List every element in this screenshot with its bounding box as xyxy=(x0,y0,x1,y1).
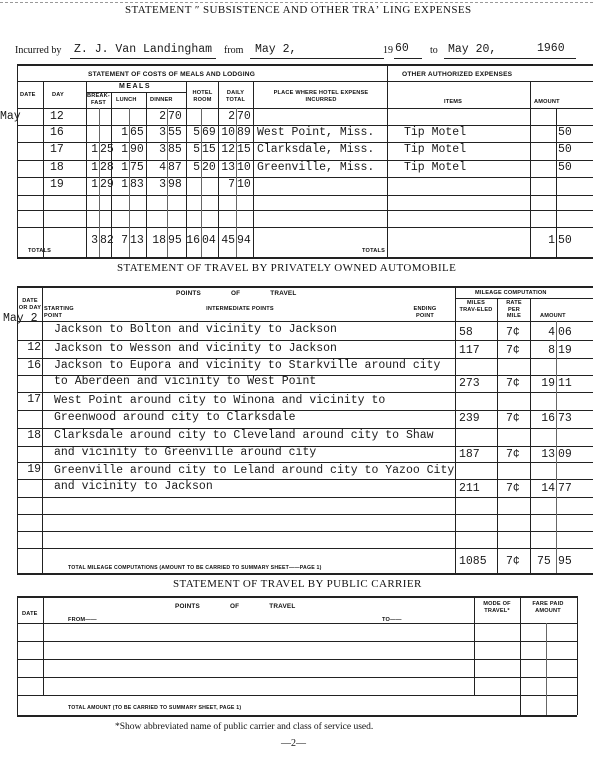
meal-item-amount: 50 xyxy=(558,126,572,139)
auto-col-rate: RATE PER MILE xyxy=(506,300,522,319)
meal-place: Clarksdale, Miss. xyxy=(257,143,375,156)
totals-label-right: TOTALS xyxy=(362,248,386,254)
meal-di-dollars: 3 xyxy=(159,126,166,139)
auto-miles: 239 xyxy=(459,412,480,425)
meal-bf-dollars: 1 xyxy=(91,143,98,156)
meal-tot-dollars: 2 xyxy=(228,110,235,123)
from-label: from xyxy=(224,45,244,56)
from-value: May 2, xyxy=(255,43,297,56)
meal-ho-cents: 15 xyxy=(202,143,216,156)
meal-day: 17 xyxy=(50,143,64,156)
auto-points-label: POINTS OF TRAVEL xyxy=(176,290,297,297)
auto-col-date: DATE OR DAY xyxy=(18,298,42,311)
auto-date: 12 xyxy=(27,341,41,354)
page-number: —2— xyxy=(281,738,306,749)
footnote: *Show abbreviated name of public carrier and class of service used. xyxy=(115,722,374,732)
meal-item-amount: 50 xyxy=(558,161,572,174)
month-label: May xyxy=(0,110,21,123)
totals-label-left: TOTALS xyxy=(28,248,52,254)
meal-ho-dollars: 5 xyxy=(193,126,200,139)
auto-route-line1: West Point around city to Winona and vicinity to xyxy=(54,394,386,407)
meal-tot-cents: 89 xyxy=(237,126,251,139)
meal-place: West Point, Miss. xyxy=(257,126,375,139)
total-ho-dollars: 16 xyxy=(186,234,200,247)
meal-di-cents: 85 xyxy=(168,143,182,156)
col-place: PLACE WHERE HOTEL EXPENSE INCURRED xyxy=(273,90,369,103)
auto-route-line2: and vicinity to Greenville around city xyxy=(54,446,317,459)
auto-rate: 7¢ xyxy=(506,344,520,357)
auto-rate: 7¢ xyxy=(506,377,520,390)
meal-item: Tip Motel xyxy=(404,161,467,174)
auto-date: 19 xyxy=(27,463,41,476)
auto-route-line2: and vicinity to Jackson xyxy=(54,480,213,493)
total-amount-cents: 95 xyxy=(558,555,572,568)
meal-lu-cents: 65 xyxy=(130,126,144,139)
total-amount: 75 xyxy=(537,555,551,568)
year2-value: 1960 xyxy=(537,42,565,55)
auto-amount: 4 xyxy=(548,326,555,339)
auto-amount: 13 xyxy=(541,448,555,461)
other-expenses-title: OTHER AUTHORIZED EXPENSES xyxy=(402,71,513,78)
auto-col-ending: ENDING POINT xyxy=(413,306,437,319)
meal-day: 18 xyxy=(50,161,64,174)
meal-place: Greenville, Miss. xyxy=(257,161,375,174)
meal-bf-dollars: 1 xyxy=(91,161,98,174)
public-from-label: FROM—— xyxy=(68,617,97,623)
total-lu-dollars: 7 xyxy=(121,234,128,247)
auto-amount-cents: 11 xyxy=(558,377,572,390)
auto-col-amount: AMOUNT xyxy=(540,313,566,319)
meal-di-dollars: 3 xyxy=(159,178,166,191)
auto-amount: 19 xyxy=(541,377,555,390)
auto-route-line1: Greenville around city to Leland around city to Yazoo City xyxy=(54,464,455,477)
meal-tot-dollars: 10 xyxy=(221,126,235,139)
auto-route-line1: Jackson to Bolton and vicinity to Jackson xyxy=(54,323,337,336)
year1-line xyxy=(394,58,422,59)
to-value: May 20, xyxy=(448,43,497,56)
year1-prefix: 19 xyxy=(383,45,393,56)
auto-amount-cents: 19 xyxy=(558,344,572,357)
meal-bf-cents: 28 xyxy=(100,161,114,174)
year1-value: 60 xyxy=(395,42,409,55)
col-dinner: DINNER xyxy=(150,97,173,103)
col-day: DAY xyxy=(52,92,64,98)
auto-route-line1: Jackson to Wesson and vicinity to Jackson xyxy=(54,342,337,355)
meal-di-dollars: 2 xyxy=(159,110,166,123)
auto-date: May 2 xyxy=(3,312,38,325)
form-title: STATEMENT ″ SUBSISTENCE AND OTHER TRAʼ LING EXPENSES xyxy=(125,4,472,16)
public-total-label: TOTAL AMOUNT (TO BE CARRIED TO SUMMARY SHEET, PAGE 1) xyxy=(68,705,242,711)
meals-section-title: STATEMENT OF COSTS OF MEALS AND LODGING xyxy=(88,71,256,78)
year2-line xyxy=(536,58,576,59)
meal-item-amount: 50 xyxy=(558,143,572,156)
meal-item: Tip Motel xyxy=(404,126,467,139)
meal-lu-dollars: 1 xyxy=(121,178,128,191)
meal-tot-dollars: 7 xyxy=(228,178,235,191)
to-line xyxy=(444,58,540,59)
meal-lu-dollars: 1 xyxy=(121,161,128,174)
meal-day: 16 xyxy=(50,126,64,139)
auto-rate: 7¢ xyxy=(506,448,520,461)
meal-tot-cents: 10 xyxy=(237,178,251,191)
meal-lu-cents: 75 xyxy=(130,161,144,174)
auto-amount-cents: 73 xyxy=(558,412,572,425)
meal-di-cents: 87 xyxy=(168,161,182,174)
total-other-dollars: 1 xyxy=(548,234,555,247)
auto-miles: 187 xyxy=(459,448,480,461)
meal-tot-cents: 10 xyxy=(237,161,251,174)
auto-amount: 14 xyxy=(541,482,555,495)
mileage-label: MILEAGE COMPUTATION xyxy=(475,290,547,296)
auto-route-line2: to Aberdeen and vicinity to West Point xyxy=(54,375,317,388)
total-miles: 1085 xyxy=(459,555,487,568)
incurred-by-label: Incurred by xyxy=(15,45,62,56)
meal-item: Tip Motel xyxy=(404,143,467,156)
auto-date: 17 xyxy=(27,393,41,406)
to-label: to xyxy=(430,45,438,56)
public-points-label: POINTS OF TRAVEL xyxy=(175,603,296,610)
total-di-cents: 95 xyxy=(168,234,182,247)
meal-lu-dollars: 1 xyxy=(121,126,128,139)
auto-route-line2: Greenwood around city to Clarksdale xyxy=(54,411,296,424)
auto-miles: 211 xyxy=(459,482,480,495)
meal-day: 19 xyxy=(50,178,64,191)
total-tot-dollars: 45 xyxy=(221,234,235,247)
meal-ho-dollars: 5 xyxy=(193,161,200,174)
meals-label: MEALS xyxy=(119,83,151,90)
meal-di-cents: 70 xyxy=(168,110,182,123)
auto-amount-cents: 06 xyxy=(558,326,572,339)
col-hotel-room: HOTEL ROOM xyxy=(192,90,213,103)
auto-rate: 7¢ xyxy=(506,412,520,425)
incurred-by-value: Z. J. Van Landingham xyxy=(74,43,213,56)
meal-di-dollars: 3 xyxy=(159,143,166,156)
meal-di-dollars: 4 xyxy=(159,161,166,174)
auto-col-starting: STARTING POINT xyxy=(44,306,74,319)
public-section-title: STATEMENT OF TRAVEL BY PUBLIC CARRIER xyxy=(173,578,422,590)
auto-date: 18 xyxy=(27,429,41,442)
meal-ho-cents: 20 xyxy=(202,161,216,174)
meal-ho-dollars: 5 xyxy=(193,143,200,156)
col-date: DATE xyxy=(20,92,36,98)
public-col-fare: FARE PAID AMOUNT xyxy=(532,601,564,614)
meal-bf-dollars: 1 xyxy=(91,178,98,191)
auto-amount: 8 xyxy=(548,344,555,357)
meal-day: 12 xyxy=(50,110,64,123)
public-col-mode: MODE OF TRAVEL* xyxy=(483,601,511,614)
auto-miles: 117 xyxy=(459,344,480,357)
auto-col-miles: MILES TRAV-ELED xyxy=(459,300,493,313)
auto-miles: 58 xyxy=(459,326,473,339)
total-ho-cents: 04 xyxy=(202,234,216,247)
meal-bf-cents: 29 xyxy=(100,178,114,191)
col-daily-total: DAILY TOTAL xyxy=(225,90,246,103)
meal-bf-cents: 25 xyxy=(100,143,114,156)
meal-ho-cents: 69 xyxy=(202,126,216,139)
total-mileage-label: TOTAL MILEAGE COMPUTATIONS (AMOUNT TO BE CARRIED TO SUMMARY SHEET——PAGE 1) xyxy=(68,565,322,571)
meal-tot-cents: 15 xyxy=(237,143,251,156)
auto-date: 16 xyxy=(27,359,41,372)
auto-rate: 7¢ xyxy=(506,326,520,339)
meal-tot-dollars: 13 xyxy=(221,161,235,174)
meal-lu-cents: 90 xyxy=(130,143,144,156)
meal-lu-cents: 83 xyxy=(130,178,144,191)
auto-amount-cents: 77 xyxy=(558,482,572,495)
meal-tot-cents: 70 xyxy=(237,110,251,123)
total-bf-dollars: 3 xyxy=(91,234,98,247)
total-di-dollars: 18 xyxy=(152,234,166,247)
col-lunch: LUNCH xyxy=(116,97,137,103)
meal-lu-dollars: 1 xyxy=(121,143,128,156)
col-amount: AMOUNT xyxy=(534,99,560,105)
auto-section-title: STATEMENT OF TRAVEL BY PRIVATELY OWNED AUTOMOBILE xyxy=(117,262,457,274)
from-line xyxy=(250,58,384,59)
auto-miles: 273 xyxy=(459,377,480,390)
total-lu-cents: 13 xyxy=(130,234,144,247)
auto-col-intermediate: INTERMEDIATE POINTS xyxy=(206,306,274,312)
meal-di-cents: 98 xyxy=(168,178,182,191)
meal-tot-dollars: 12 xyxy=(221,143,235,156)
total-rate: 7¢ xyxy=(506,555,520,568)
auto-amount-cents: 09 xyxy=(558,448,572,461)
auto-route-line1: Clarksdale around city to Cleveland around city to Shaw xyxy=(54,429,434,442)
top-dashed-edge xyxy=(0,2,593,3)
auto-amount: 16 xyxy=(541,412,555,425)
incurred-by-line xyxy=(70,58,216,59)
total-other-cents: 50 xyxy=(558,234,572,247)
public-to-label: TO—— xyxy=(382,617,402,623)
meal-di-cents: 55 xyxy=(168,126,182,139)
auto-rate: 7¢ xyxy=(506,482,520,495)
col-breakfast: BREAK-FAST xyxy=(87,93,110,106)
auto-route-line1: Jackson to Eupora and vicinity to Starkville around city xyxy=(54,359,441,372)
total-tot-cents: 94 xyxy=(237,234,251,247)
total-bf-cents: 82 xyxy=(100,234,114,247)
col-items: ITEMS xyxy=(444,99,463,105)
public-col-date: DATE xyxy=(22,611,38,617)
